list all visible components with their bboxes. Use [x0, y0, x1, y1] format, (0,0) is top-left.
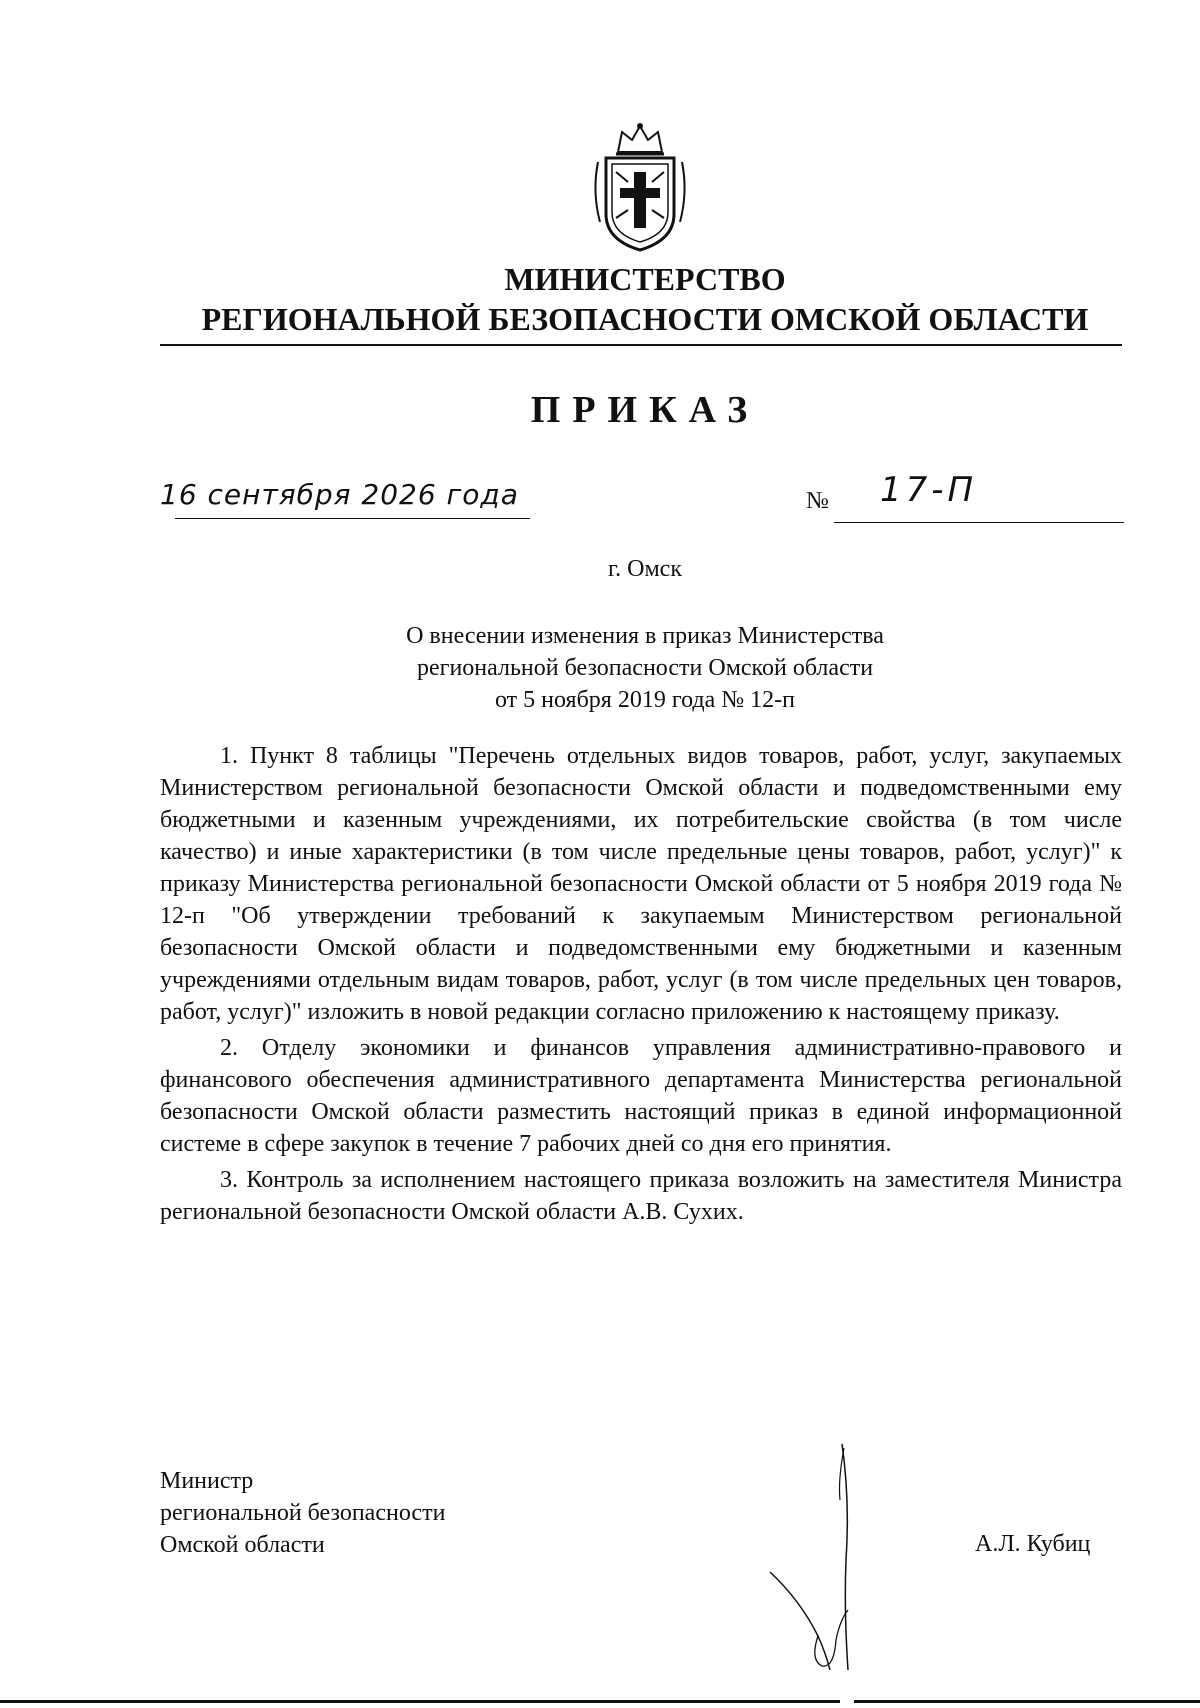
handwritten-number: 17-П: [880, 470, 978, 510]
handwritten-date: 16 сентября 2026 года: [160, 478, 519, 511]
footer-divider: [854, 1700, 1200, 1703]
number-underline: [834, 522, 1124, 523]
subject-line: О внесении изменения в приказ Министерства: [406, 623, 884, 649]
subject-heading: [160, 620, 1130, 716]
coat-of-arms-icon: [590, 122, 690, 254]
order-body: [160, 740, 1122, 1232]
signatory-title-line: Министр: [160, 1468, 254, 1494]
paragraph-3: 3. Контроль за исполнением настоящего приказа возложить на заместителя Министра региональной безопасности Омской области А.В. Сухих.: [160, 1167, 1122, 1225]
signatory-title: [160, 1465, 445, 1561]
handwritten-signature: [760, 1440, 880, 1680]
ministry-name-line1: МИНИСТЕРСТВО: [504, 261, 786, 297]
document-type-title: ПРИКАЗ: [530, 389, 760, 431]
city: г. Омск: [608, 556, 682, 582]
header-divider: [160, 344, 1122, 346]
footer-divider: [0, 1700, 840, 1703]
ministry-name-line2: РЕГИОНАЛЬНОЙ БЕЗОПАСНОСТИ ОМСКОЙ ОБЛАСТИ: [201, 301, 1089, 337]
paragraph-2: 2. Отделу экономики и финансов управления административно-правового и финансового обеспечения административного департамента Министерства региональной безопасности Омской области разместить настоящий приказ в единой информационной системе в сфере закупок в течение 7 рабочих дней со дня его принятия.: [160, 1035, 1122, 1157]
subject-line: от 5 ноября 2019 года № 12-п: [495, 687, 795, 713]
number-label: №: [806, 488, 829, 514]
signatory-title-line: Омской области: [160, 1532, 325, 1558]
date-underline: [175, 518, 530, 519]
paragraph-1: 1. Пункт 8 таблицы "Перечень отдельных видов товаров, работ, услуг, закупаемых Министерством региональной безопасности Омской области и подведомственными ему бюджетными и казенным учреждениями, их потребительские свойства (в том числе качество) и иные характеристики (в том числе предельные цены товаров, работ, услуг)" к приказу Министерства региональной безопасности Омской области от 5 ноября 2019 года № 12-п "Об утверждении требований к закупаемым Министерством региональной безопасности Омской области и подведомственными ему бюджетными и казенным учреждениями отдельным видам товаров, работ, услуг (в том числе предельных цен товаров, работ, услуг)" изложить в новой редакции согласно приложению к настоящему приказу.: [160, 743, 1122, 1025]
subject-line: региональной безопасности Омской области: [416, 655, 874, 681]
signatory-title-line: региональной безопасности: [160, 1500, 446, 1526]
signatory-name: А.Л. Кубиц: [975, 1531, 1091, 1557]
